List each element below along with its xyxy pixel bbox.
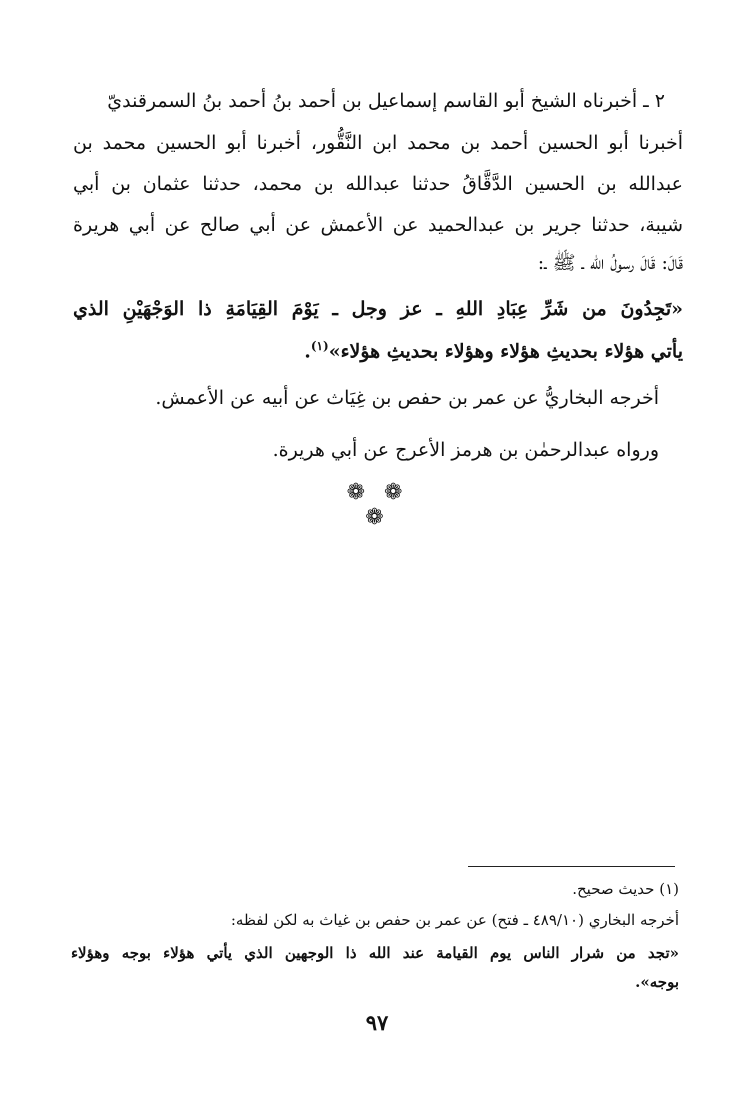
isnad-line-2: أخبرنا أبو الحسين أحمد بن محمد ابن النَّقُّور، أخبرنا أبو الحسين محمد بن	[73, 132, 683, 154]
isnad-line-4: شيبة، حدثنا جرير بن عبدالحميد عن الأعمش عن أبي صالح عن أبي هريرة	[73, 214, 683, 236]
isnad-line-5: قَالَ: قَالَ رسولُ الله ـ ﷺ ـ:	[537, 252, 683, 274]
hadith-line-1: «تَجِدُونَ من شَرِّ عِبَادِ اللهِ ـ عز وجل ـ يَوْمَ القِيَامَةِ ذا الوَجْهَيْنِ الذي	[73, 298, 683, 320]
footnote-marker: (١)	[310, 339, 329, 353]
footnote-line-3: «تجد من شرار الناس يوم القيامة عند الله ذا الوجهين الذي يأتي هؤلاء بوجه وهؤلاء	[71, 944, 679, 962]
footnote-line-4: بوجه».	[635, 973, 679, 991]
takhrij-line-2: ورواه عبدالرحمٰن بن هرمز الأعرج عن أبي هريرة.	[272, 439, 659, 461]
takhrij-line-1: أخرجه البخاريُّ عن عمر بن حفص بن غِيَاث عن أبيه عن الأعمش.	[155, 387, 659, 409]
hadith-end-punct: .	[304, 340, 311, 363]
hadith-line-2	[73, 333, 683, 364]
footnote-separator	[468, 866, 675, 867]
isnad-line-3: عبدالله بن الحسين الدَّقَّاقُ حدثنا عبدالله بن محمد، حدثنا عثمان بن أبي	[73, 173, 683, 195]
page-number: ٩٧	[365, 1010, 389, 1035]
footnote-line-1: (١) حديث صحيح.	[572, 880, 679, 898]
isnad-line-1: ٢ ـ أخبرناه الشيخ أبو القاسم إسماعيل بن أحمد بنُ أحمد بنُ السمرقنديّ	[107, 90, 665, 112]
footnote-line-2: أخرجه البخاري (٤٨٩/١٠ ـ فتح) عن عمر بن حفص بن غياث به لكن لفظه:	[230, 911, 679, 929]
section-ornament: ❁ ❁ ❁	[346, 480, 409, 530]
hadith-line-2-text: يأتي هؤلاء بحديثِ هؤلاء وهؤلاء بحديثِ هؤلاء»	[328, 340, 683, 363]
